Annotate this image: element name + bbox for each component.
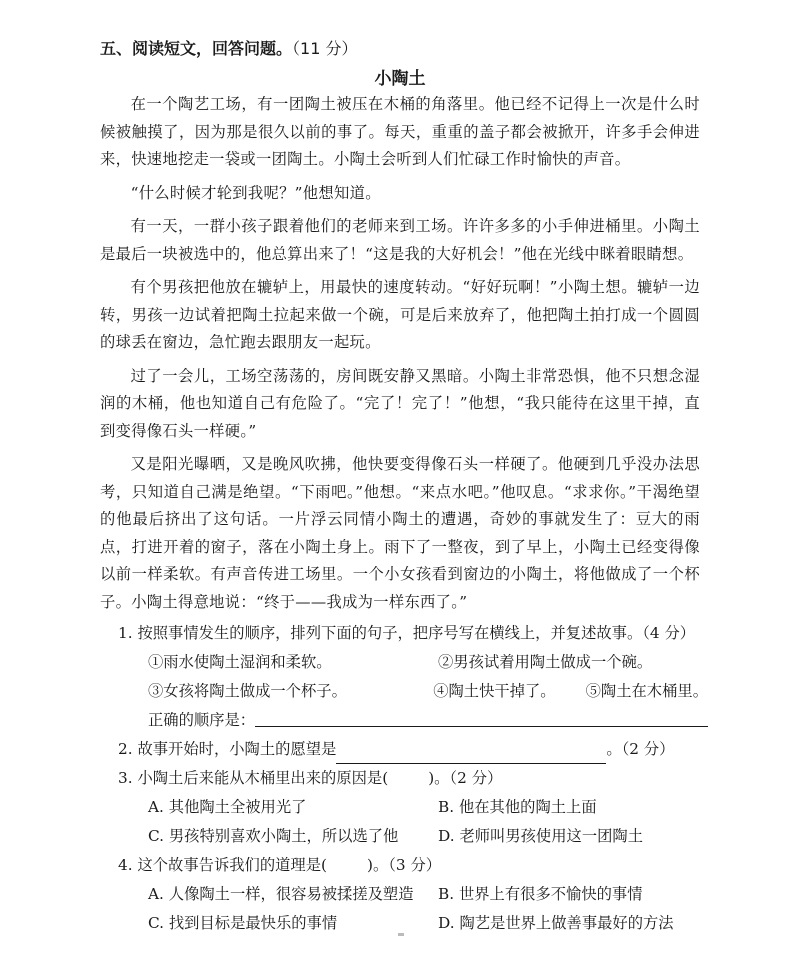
question-4-option: B. 世界上有很多不愉快的事情 <box>438 885 643 903</box>
question-1-stem: 1. 按照事情发生的顺序，排列下面的句子，把序号写在横线上，并复述故事。（4 分） <box>118 624 696 642</box>
question-4-stem: 4. 这个故事告诉我们的道理是( <box>118 856 327 874</box>
question-1-answer-blank[interactable] <box>255 706 708 727</box>
question-3 <box>118 764 708 793</box>
question-2-score: 。（2 分） <box>606 740 675 758</box>
question-2 <box>118 735 708 764</box>
question-4-option: D. 陶艺是世界上做善事最好的方法 <box>438 914 674 932</box>
question-1-items-row <box>118 648 708 677</box>
questions <box>118 619 708 938</box>
question-4-options-row <box>118 880 708 909</box>
question-3-option: A. 其他陶土全被用光了 <box>148 798 307 816</box>
question-4 <box>118 851 708 880</box>
question-1-items-row <box>118 677 708 706</box>
question-3-option: C. 男孩特别喜欢小陶土，所以选了他 <box>148 827 399 845</box>
section-heading-text: 五、阅读短文，回答问题。 <box>100 39 293 58</box>
story-title: 小陶土 <box>374 69 426 89</box>
question-1-answer-label: 正确的顺序是： <box>148 711 256 729</box>
story-body <box>100 91 700 622</box>
question-1-item: ②男孩试着用陶土做成一个碗。 <box>438 653 653 671</box>
question-3-options-row <box>118 822 708 851</box>
question-2-answer-blank[interactable] <box>336 743 606 764</box>
question-3-option: D. 老师叫男孩使用这一团陶土 <box>438 827 644 845</box>
story-paragraph: 有个男孩把他放在辘轳上，用最快的速度转动。“好好玩啊！”小陶土想。辘轳一边转，男孩一边试着把陶土拉起来做一个碗，可是后来放弃了，他把陶土拍打成一个圆圆的球丢在窗边，急忙跑去跟朋友一起玩。 <box>100 278 700 351</box>
question-3-options-row <box>118 793 708 822</box>
question-4-options-row <box>118 909 708 938</box>
question-1-item: ①雨水使陶土湿润和柔软。 <box>148 653 332 671</box>
question-1-item: ③女孩将陶土做成一个杯子。 <box>148 682 347 700</box>
question-3-option: B. 他在其他的陶土上面 <box>438 798 597 816</box>
question-1-answer-row <box>118 706 708 735</box>
question-4-option: A. 人像陶土一样，很容易被揉搓及塑造 <box>148 885 414 903</box>
story-paragraph: 又是阳光曝晒，又是晚风吹拂，他快要变得像石头一样硬了。他硬到几乎没办法思考，只知道自己满是绝望。“下雨吧。”他想。“来点水吧。”他叹息。“求求你。”干渴绝望的他最后挤出了这句话。一片浮云同情小陶土的遭遇，奇妙的事就发生了：豆大的雨点，打进开着的窗子，落在小陶土身上。雨下了一整夜，到了早上，小陶土已经变得像以前一样柔软。有声音传进工场里。一个小女孩看到窗边的小陶土，将他做成了一个杯子。小陶土得意地说：“终于——我成为一样东西了。” <box>100 455 700 611</box>
question-2-stem: 2. 故事开始时，小陶土的愿望是 <box>118 740 337 758</box>
question-4-option: C. 找到目标是最快乐的事情 <box>148 914 338 932</box>
story-paragraph: 有一天，一群小孩子跟着他们的老师来到工场。许许多多的小手伸进桶里。小陶土是最后一块被选中的，他总算出来了！“这是我的大好机会！”他在光线中眯着眼睛想。 <box>100 217 700 263</box>
question-3-stem-end: )。（2 分） <box>428 769 503 787</box>
section-score: （11 分） <box>292 39 358 58</box>
question-1-item: ⑤陶土在木桶里。 <box>585 682 708 700</box>
question-1-item: ④陶土快干掉了。 <box>433 682 556 700</box>
story-paragraph: 过了一会儿，工场空荡荡的，房间既安静又黑暗。小陶土非常恐惧，他不只想念湿润的木桶，他也知道自己有危险了。“完了！完了！”他想，“我只能待在这里干掉，直到变得像石头一样硬。” <box>100 366 700 440</box>
story-paragraph: 在一个陶艺工场，有一团陶土被压在木桶的角落里。他已经不记得上一次是什么时候被触摸了，因为那是很久以前的事了。每天，重重的盖子都会被掀开，许多手会伸进来，快速地挖走一袋或一团陶土。小陶土会听到人们忙碌工作时愉快的声音。 <box>100 95 700 168</box>
section-heading <box>100 36 357 59</box>
scan-mark <box>398 933 404 936</box>
question-4-stem-end: )。（3 分） <box>367 856 442 874</box>
question-3-stem: 3. 小陶土后来能从木桶里出来的原因是( <box>118 769 389 787</box>
story-paragraph: “什么时候才轮到我呢？”他想知道。 <box>130 183 381 202</box>
